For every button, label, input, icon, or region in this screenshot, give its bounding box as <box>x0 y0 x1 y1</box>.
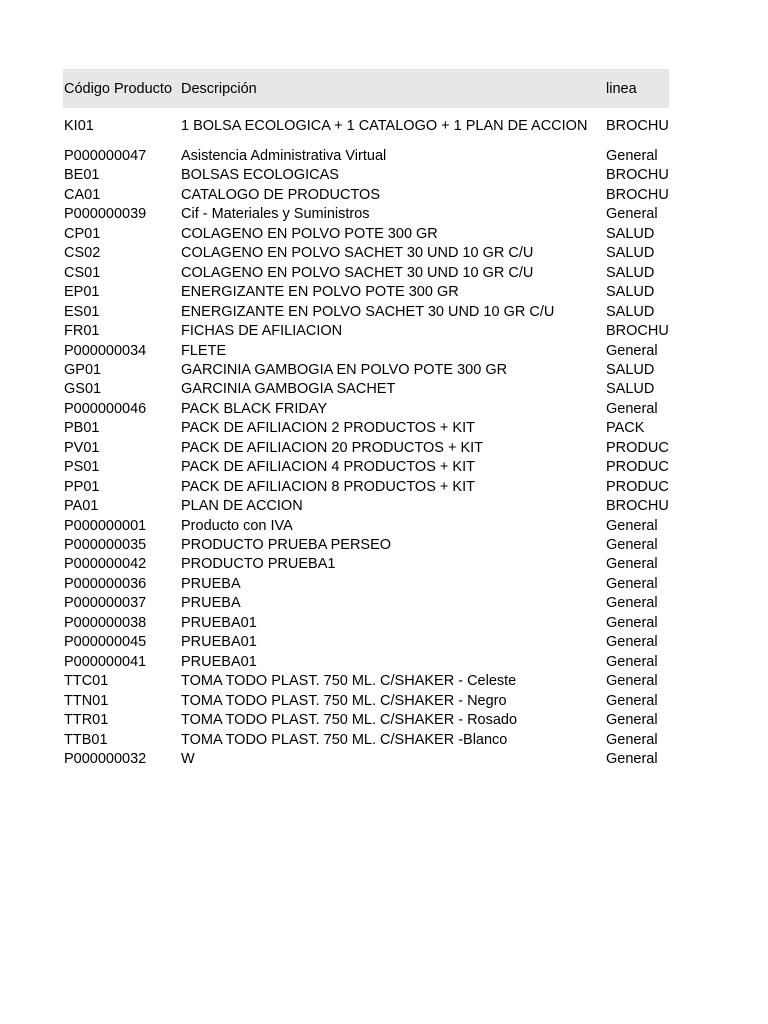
cell-description: 1 BOLSA ECOLOGICA + 1 CATALOGO + 1 PLAN DE ACCION <box>181 118 588 134</box>
cell-code: FR01 <box>64 323 100 340</box>
table-row <box>0 244 768 263</box>
cell-code: P000000036 <box>64 575 147 592</box>
cell-description: PRUEBA01 <box>181 634 257 651</box>
cell-line: PACK <box>606 420 645 437</box>
header-line: linea <box>606 81 637 97</box>
cell-line: General <box>606 712 658 729</box>
cell-code: BE01 <box>64 167 100 184</box>
table-row <box>0 575 768 594</box>
cell-description: FLETE <box>181 342 227 359</box>
table-row <box>0 692 768 711</box>
table-row <box>0 186 768 205</box>
cell-description: PLAN DE ACCION <box>181 498 303 515</box>
cell-description: TOMA TODO PLAST. 750 ML. C/SHAKER - Rosado <box>181 712 518 729</box>
cell-line: General <box>606 692 658 709</box>
table-row <box>0 731 768 750</box>
cell-code: GS01 <box>64 381 102 398</box>
table-row <box>0 672 768 691</box>
cell-code: PA01 <box>64 498 99 515</box>
table-row <box>0 166 768 185</box>
cell-line: General <box>606 731 658 748</box>
table-row <box>0 400 768 419</box>
cell-code: P000000038 <box>64 614 147 631</box>
table-row <box>0 205 768 224</box>
cell-description: TOMA TODO PLAST. 750 ML. C/SHAKER - Celeste <box>181 673 517 690</box>
cell-code: P000000047 <box>64 148 147 164</box>
cell-line: General <box>606 750 658 767</box>
table-row <box>0 342 768 361</box>
cell-code: P000000042 <box>64 556 147 573</box>
table-row <box>0 322 768 341</box>
cell-code: TTR01 <box>64 712 109 729</box>
table-row <box>0 264 768 283</box>
cell-description: PRUEBA <box>181 575 241 592</box>
table-row <box>0 303 768 322</box>
table-row <box>0 478 768 497</box>
cell-line: General <box>606 575 658 592</box>
cell-line: BROCHU <box>606 167 669 184</box>
cell-code: TTN01 <box>64 692 109 709</box>
cell-line: BROCHU <box>606 186 669 203</box>
table-row <box>0 517 768 536</box>
cell-code: CS02 <box>64 245 101 262</box>
cell-line: General <box>606 148 658 164</box>
cell-description: PRODUCTO PRUEBA PERSEO <box>181 537 392 553</box>
cell-description: PACK DE AFILIACION 20 PRODUCTOS + KIT <box>181 439 484 456</box>
cell-description: TOMA TODO PLAST. 750 ML. C/SHAKER -Blanco <box>181 731 508 748</box>
cell-code: CS01 <box>64 264 101 281</box>
cell-line: SALUD <box>606 284 655 301</box>
cell-line: General <box>606 614 658 631</box>
cell-line: General <box>606 595 658 612</box>
cell-description: COLAGENO EN POLVO POTE 300 GR <box>181 225 438 242</box>
header-code: Código Producto <box>64 81 173 97</box>
cell-line: General <box>606 537 658 553</box>
cell-code: P000000046 <box>64 400 147 417</box>
table-row <box>0 439 768 458</box>
table-row <box>0 614 768 633</box>
cell-code: GP01 <box>64 361 102 378</box>
cell-line: General <box>606 206 658 223</box>
table-row <box>0 711 768 730</box>
table-row <box>0 225 768 244</box>
cell-description: Asistencia Administrativa Virtual <box>181 148 387 164</box>
cell-description: ENERGIZANTE EN POLVO POTE 300 GR <box>181 284 459 301</box>
cell-description: CATALOGO DE PRODUCTOS <box>181 186 380 203</box>
cell-line: SALUD <box>606 264 655 281</box>
table-row <box>0 750 768 769</box>
cell-line: BROCHU <box>606 498 669 515</box>
cell-code: PP01 <box>64 478 100 495</box>
cell-line: General <box>606 556 658 573</box>
cell-code: CP01 <box>64 225 101 242</box>
cell-line: General <box>606 634 658 651</box>
cell-description: ENERGIZANTE EN POLVO SACHET 30 UND 10 GR C/U <box>181 303 555 320</box>
cell-code: PB01 <box>64 420 100 437</box>
cell-description: FICHAS DE AFILIACION <box>181 323 343 340</box>
cell-description: Cif - Materiales y Suministros <box>181 206 370 223</box>
cell-description: GARCINIA GAMBOGIA EN POLVO POTE 300 GR <box>181 361 508 378</box>
cell-line: SALUD <box>606 245 655 262</box>
cell-line: General <box>606 673 658 690</box>
table-row <box>0 633 768 652</box>
cell-line: SALUD <box>606 361 655 378</box>
cell-line: PRODUC <box>606 459 669 476</box>
cell-line: PRODUC <box>606 439 669 456</box>
cell-line: General <box>606 400 658 417</box>
cell-code: CA01 <box>64 186 101 203</box>
cell-description: PRUEBA01 <box>181 614 257 631</box>
cell-code: PS01 <box>64 459 100 476</box>
cell-code: P000000032 <box>64 750 147 767</box>
cell-line: General <box>606 342 658 359</box>
cell-description: GARCINIA GAMBOGIA SACHET <box>181 381 396 398</box>
table-row <box>0 555 768 574</box>
cell-description: PACK DE AFILIACION 2 PRODUCTOS + KIT <box>181 420 475 437</box>
cell-code: P000000037 <box>64 595 147 612</box>
cell-description: PACK DE AFILIACION 4 PRODUCTOS + KIT <box>181 459 475 476</box>
cell-description: PRODUCTO PRUEBA1 <box>181 556 336 573</box>
cell-description: BOLSAS ECOLOGICAS <box>181 167 339 184</box>
cell-description: COLAGENO EN POLVO SACHET 30 UND 10 GR C/U <box>181 245 534 262</box>
table-row <box>0 536 768 555</box>
cell-code: TTC01 <box>64 673 109 690</box>
cell-code: P000000034 <box>64 342 147 359</box>
table-row <box>0 653 768 672</box>
table-row <box>0 419 768 438</box>
cell-description: PACK BLACK FRIDAY <box>181 400 328 417</box>
cell-code: P000000039 <box>64 206 147 223</box>
cell-line: BROCHU <box>606 323 669 340</box>
table-row <box>0 497 768 516</box>
cell-code: EP01 <box>64 284 100 301</box>
table-row <box>0 458 768 477</box>
cell-code: KI01 <box>64 118 94 134</box>
cell-description: PRUEBA <box>181 595 241 612</box>
cell-description: W <box>181 750 195 767</box>
cell-code: P000000035 <box>64 537 147 553</box>
cell-description: PACK DE AFILIACION 8 PRODUCTOS + KIT <box>181 478 475 495</box>
cell-line: SALUD <box>606 303 655 320</box>
cell-code: P000000001 <box>64 517 147 534</box>
cell-line: General <box>606 517 658 534</box>
table-row <box>0 283 768 302</box>
cell-code: ES01 <box>64 303 100 320</box>
cell-code: P000000045 <box>64 634 147 651</box>
cell-code: P000000041 <box>64 653 147 670</box>
cell-line: BROCHU <box>606 118 669 134</box>
cell-code: TTB01 <box>64 731 108 748</box>
header-description: Descripción <box>181 81 257 97</box>
table-row <box>0 147 768 166</box>
table-row <box>0 594 768 613</box>
cell-description: Producto con IVA <box>181 517 293 534</box>
table-row <box>0 361 768 380</box>
cell-line: General <box>606 653 658 670</box>
cell-line: SALUD <box>606 381 655 398</box>
table-row <box>0 117 768 136</box>
cell-line: PRODUC <box>606 478 669 495</box>
cell-description: TOMA TODO PLAST. 750 ML. C/SHAKER - Negro <box>181 692 507 709</box>
cell-description: PRUEBA01 <box>181 653 257 670</box>
table-row <box>0 380 768 399</box>
cell-code: PV01 <box>64 439 100 456</box>
cell-line: SALUD <box>606 225 655 242</box>
cell-description: COLAGENO EN POLVO SACHET 30 UND 10 GR C/U <box>181 264 534 281</box>
